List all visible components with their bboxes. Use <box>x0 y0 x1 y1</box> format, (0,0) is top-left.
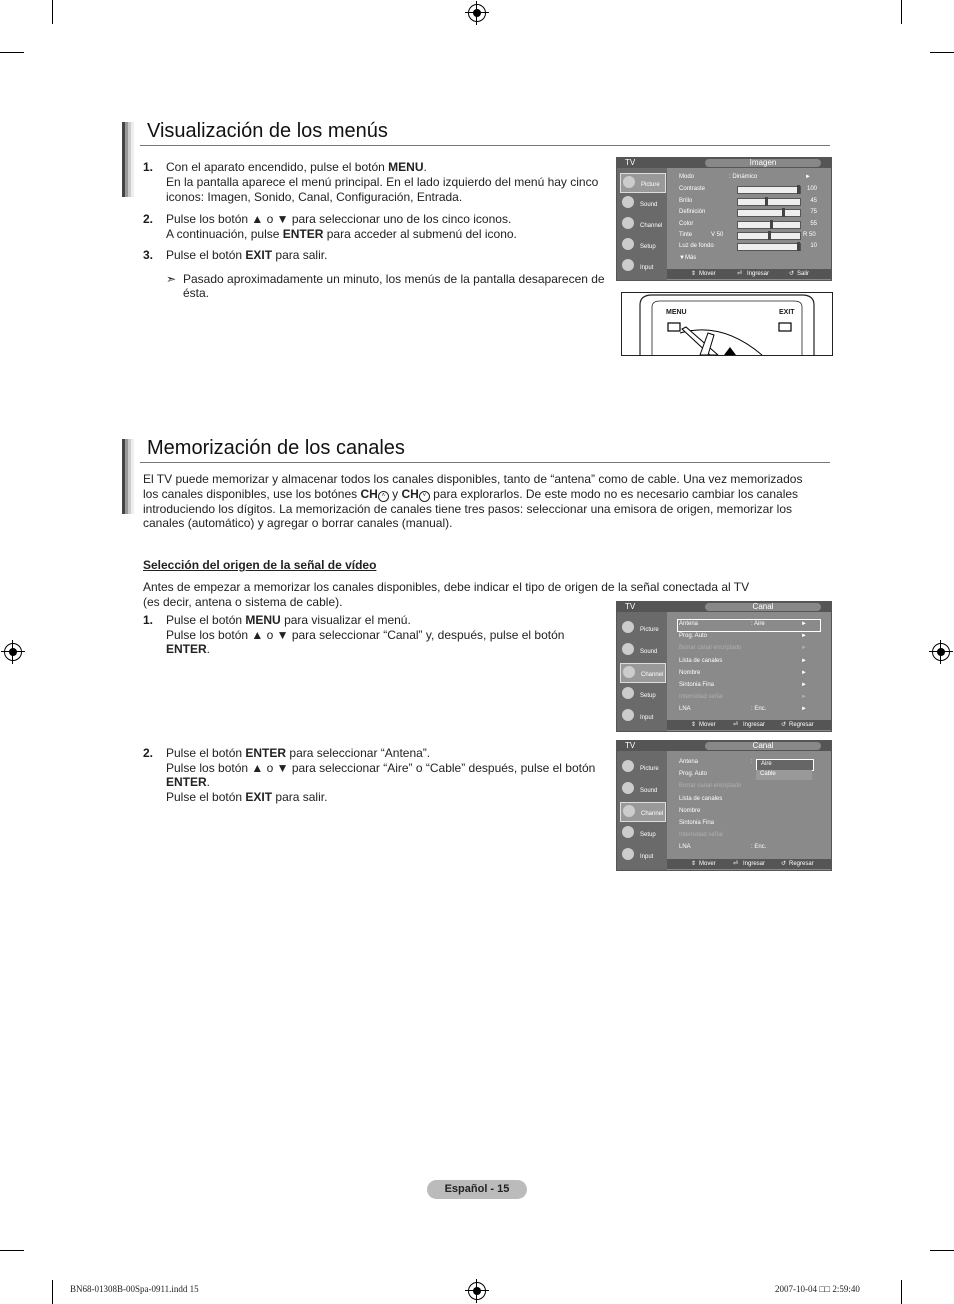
dropdown-option[interactable]: Cable <box>756 770 812 780</box>
osd-title: Canal <box>705 742 821 750</box>
return-icon: ↺ <box>781 722 787 728</box>
enter-icon: ⏎ <box>733 722 739 728</box>
osd-title: Canal <box>705 603 821 611</box>
crop-mark <box>901 0 902 24</box>
slider-value: 45 <box>810 198 817 204</box>
crop-mark <box>52 0 53 24</box>
footer-filename: BN68-01308B-00Spa-0911.indd 15 <box>70 1284 199 1294</box>
step-text: Pulse el botón MENU para visualizar el menú. <box>166 613 411 627</box>
dropdown-selected-option[interactable]: Aire <box>756 759 814 771</box>
step-text: ENTER. <box>166 775 211 789</box>
more-row[interactable]: ▼Más <box>679 255 697 261</box>
return-icon: ↺ <box>781 861 787 867</box>
menu-row[interactable]: Prog. Auto <box>679 771 708 778</box>
enter-icon: ⏎ <box>733 861 739 867</box>
slider-value: 100 <box>806 186 817 192</box>
slider-track[interactable] <box>737 221 801 229</box>
menu-row[interactable]: Intensidad señal <box>679 832 723 839</box>
input-icon[interactable]: Input <box>620 707 664 725</box>
menu-row[interactable]: Tinte <box>679 232 693 238</box>
menu-row-value: : <box>751 759 753 765</box>
setup-icon[interactable]: Setup <box>620 824 664 842</box>
slider-track[interactable] <box>737 243 801 251</box>
paragraph-text: canales (automático) y agregar o borrar canales (manual). <box>143 516 453 530</box>
page-number-badge: Español - 15 <box>427 1180 527 1199</box>
paragraph-text: El TV puede memorizar y almacenar todos los canales disponibles, tanto de “antena” como de cable. Una vez memorizados <box>143 472 803 486</box>
slider-knob <box>765 197 768 206</box>
input-icon[interactable]: Input <box>620 257 664 275</box>
slider-value: 55 <box>810 221 817 227</box>
paragraph-text: Antes de empezar a memorizar los canales disponibles, debe indicar el tipo de origen de la señal conectada al TV <box>143 580 750 594</box>
sound-icon[interactable]: Sound <box>620 641 664 659</box>
crop-mark <box>0 52 24 53</box>
osd-channel-menu-antenna <box>616 740 832 871</box>
step-text: Pulse los botón ▲ o ▼ para seleccionar uno de los cinco iconos. <box>166 212 512 226</box>
input-icon[interactable]: Input <box>620 846 664 864</box>
osd-footer: ⇕ Mover ⏎ Ingresar ↺ Regresar <box>667 720 831 730</box>
crop-mark <box>52 1280 53 1304</box>
picture-icon[interactable]: Picture <box>620 619 664 637</box>
sound-icon[interactable]: Sound <box>620 194 664 212</box>
step-number: 1. <box>143 613 154 627</box>
step-text: Pulse el botón EXIT para salir. <box>166 248 328 262</box>
step-number: 3. <box>143 248 154 262</box>
registration-mark-icon <box>4 643 22 661</box>
setup-icon[interactable]: Setup <box>620 236 664 254</box>
arrow-right-icon: ► <box>801 706 807 713</box>
menu-row-value: : Enc. <box>751 844 767 851</box>
menu-row[interactable]: Brillo <box>679 198 693 204</box>
arrow-right-icon: ► <box>801 621 807 627</box>
subheading: Selección del origen de la señal de vídeo <box>143 558 377 572</box>
menu-row[interactable]: Contraste <box>679 186 706 192</box>
section-bar <box>122 439 134 514</box>
move-icon: ⇕ <box>691 861 697 867</box>
note-text: ésta. <box>183 286 210 300</box>
return-icon: ↺ <box>789 271 795 277</box>
slider-knob <box>768 231 771 240</box>
section-rule <box>140 145 830 146</box>
picture-icon[interactable]: Picture <box>620 173 666 193</box>
menu-row[interactable]: Luz de fondo <box>679 243 714 249</box>
step-text: Pulse el botón ENTER para seleccionar “Antena”. <box>166 746 431 760</box>
menu-row[interactable]: Intensidad señal <box>679 694 723 701</box>
arrow-right-icon: ► <box>801 633 807 640</box>
menu-row[interactable]: Modo <box>679 174 695 180</box>
note-icon: ➣ <box>166 272 177 286</box>
picture-icon[interactable]: Picture <box>620 758 664 776</box>
enter-icon: ⏎ <box>737 271 743 277</box>
tint-left-value: V 50 <box>711 232 724 238</box>
sound-icon[interactable]: Sound <box>620 780 664 798</box>
menu-row[interactable]: Lista de canales <box>679 795 723 802</box>
slider-value: 75 <box>810 209 817 215</box>
osd-tv-label: TV <box>625 602 636 611</box>
step-text: Pulse el botón EXIT para salir. <box>166 790 328 804</box>
slider-knob <box>770 220 773 229</box>
ch-down-icon: ˅ <box>419 491 430 502</box>
crop-mark <box>930 1250 954 1251</box>
slider-knob <box>782 208 785 217</box>
osd-channel-menu <box>616 601 832 732</box>
menu-row-value: : Aire <box>751 621 765 627</box>
ch-up-icon: ˄ <box>378 491 389 502</box>
paragraph-text: los canales disponibles, use los botónes CH ˄ y CH ˅ para explorarlos. De este modo no es necesario cambiar los canales <box>143 487 799 501</box>
slider-track[interactable] <box>737 232 801 240</box>
menu-row-value: : Enc. <box>751 706 767 713</box>
arrow-right-icon: ► <box>801 645 807 652</box>
channel-icon[interactable]: Channel <box>620 663 666 683</box>
step-text: A continuación, pulse ENTER para acceder al submenú del icono. <box>166 227 517 241</box>
slider-knob <box>797 242 800 251</box>
registration-mark-icon <box>468 4 486 22</box>
registration-mark-icon <box>932 643 950 661</box>
osd-title: Imagen <box>705 159 821 167</box>
menu-row[interactable]: Borrar canal encriptado <box>679 645 742 652</box>
section-title: Visualización de los menús <box>147 120 388 142</box>
step-text: Con el aparato encendido, pulse el botón MENU. <box>166 160 427 174</box>
menu-row[interactable]: Antena <box>679 759 699 765</box>
menu-row[interactable]: Sintonia Fina <box>679 820 715 826</box>
section-title: Memorización de los canales <box>147 437 405 459</box>
paragraph-text: introduciendo los dígitos. La memorización de canales tiene tres pasos: seleccionar una emisora de origen, memorizar los <box>143 502 793 516</box>
menu-row[interactable]: Prog. Auto <box>679 633 708 640</box>
step-text: ENTER. <box>166 642 211 656</box>
section-rule <box>140 462 830 463</box>
menu-row[interactable]: Nombre <box>679 807 701 814</box>
step-number: 2. <box>143 212 154 226</box>
footer-timestamp: 2007-10-04 □□ 2:59:40 <box>775 1284 860 1294</box>
step-number: 1. <box>143 160 154 174</box>
slider-track[interactable] <box>737 186 801 194</box>
arrow-right-icon: ► <box>805 174 811 180</box>
selected-row-highlight <box>677 619 821 632</box>
osd-tv-label: TV <box>625 158 636 167</box>
crop-mark <box>0 1250 24 1251</box>
paragraph-text: (es decir, antena o sistema de cable). <box>143 595 343 609</box>
step-text: iconos: Imagen, Sonido, Canal, Configuración, Entrada. <box>166 190 463 204</box>
crop-mark <box>930 52 954 53</box>
slider-value: R 50 <box>803 232 816 238</box>
osd-tv-label: TV <box>625 741 636 750</box>
menu-row[interactable]: Lista de canales <box>679 657 723 664</box>
menu-row[interactable]: Borrar canal encriptado <box>679 783 742 790</box>
move-icon: ⇕ <box>691 271 697 277</box>
crop-mark <box>901 1280 902 1304</box>
menu-row[interactable]: Sintonia Fina <box>679 682 715 688</box>
step-number: 2. <box>143 746 154 760</box>
slider-track[interactable] <box>737 198 801 206</box>
setup-icon[interactable]: Setup <box>620 685 664 703</box>
osd-footer: ⇕ Mover ⏎ Ingresar ↺ Regresar <box>667 859 831 869</box>
slider-knob <box>797 185 800 194</box>
arrow-right-icon: ► <box>801 682 807 688</box>
section-bar <box>122 122 134 197</box>
menu-row[interactable]: Color <box>679 221 694 227</box>
menu-row[interactable]: Definición <box>679 209 706 215</box>
arrow-right-icon: ► <box>801 669 807 676</box>
channel-icon[interactable]: Channel <box>620 802 666 822</box>
channel-icon[interactable]: Channel <box>620 215 664 233</box>
step-text: En la pantalla aparece el menú principal. En el lado izquierdo del menú hay cinco <box>166 175 599 189</box>
step-text: Pulse los botón ▲ o ▼ para seleccionar “Aire” o “Cable” después, pulse el botón <box>166 761 596 775</box>
exit-button-label: EXIT <box>779 309 795 316</box>
remote-illustration <box>621 292 833 356</box>
menu-row[interactable]: LNA <box>679 706 691 713</box>
remote-control-icon <box>622 293 832 355</box>
osd-footer: ⇕ Mover ⏎ Ingresar ↺ Salir <box>667 269 831 279</box>
menu-row[interactable]: Antena <box>679 621 699 627</box>
menu-button-label: MENU <box>666 309 687 316</box>
move-icon: ⇕ <box>691 722 697 728</box>
note-text: Pasado aproximadamente un minuto, los menús de la pantalla desaparecen de <box>183 272 605 286</box>
arrow-right-icon: ► <box>801 657 807 664</box>
menu-row[interactable]: Nombre <box>679 669 701 676</box>
menu-row-value: : Dinámico <box>729 174 758 180</box>
osd-picture-menu <box>616 157 832 281</box>
slider-track[interactable] <box>737 209 801 217</box>
step-text: Pulse los botón ▲ o ▼ para seleccionar “Canal” y, después, pulse el botón <box>166 628 565 642</box>
menu-row[interactable]: LNA <box>679 844 691 851</box>
arrow-right-icon: ► <box>801 694 807 701</box>
registration-mark-icon <box>468 1282 486 1300</box>
slider-value: 10 <box>810 243 817 249</box>
